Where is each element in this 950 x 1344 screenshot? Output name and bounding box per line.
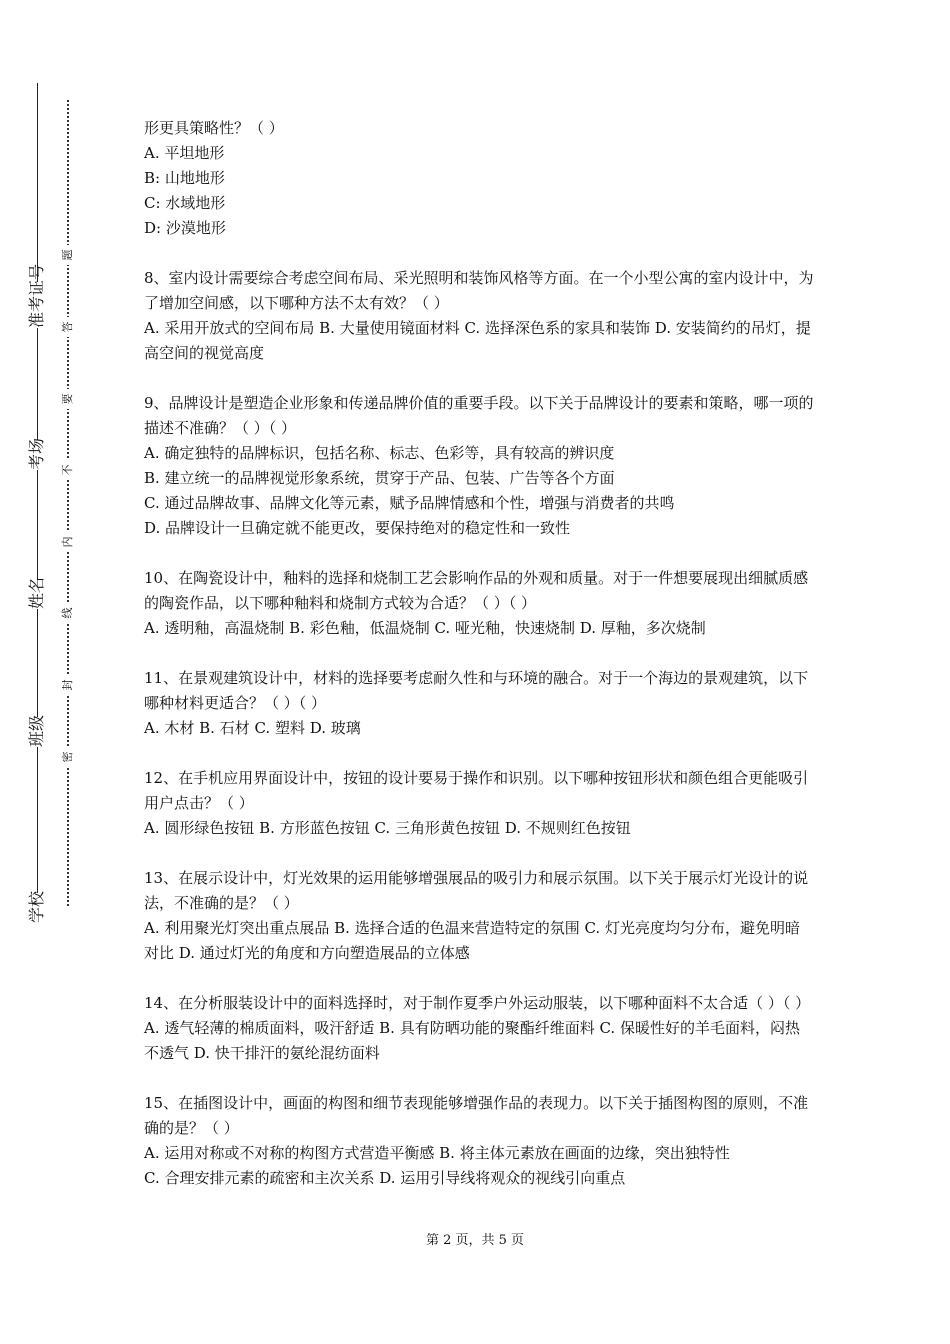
question-block <box>144 991 814 1066</box>
question-stem: 14、在分析服装设计中的面料选择时，对于制作夏季户外运动服装，以下哪种面料不太合适（ ）（ ） <box>144 994 811 1012</box>
question-block <box>144 391 814 541</box>
question-stem: 12、在手机应用界面设计中，按钮的设计要易于操作和识别。以下哪种按钮形状和颜色组合更能吸引用户点击？（ ） <box>144 769 809 812</box>
binding-margin <box>0 0 120 1344</box>
question-option: A. 采用开放式的空间布局 B. 大量使用镜面材料 C. 选择深色系的家具和装饰 D. 安装简约的吊灯，提高空间的视觉高度 <box>144 319 811 362</box>
question-option: B. 建立统一的品牌视觉形象系统，贯穿于产品、包装、广告等各个方面 <box>144 469 615 487</box>
field-school-label: 学校 <box>17 893 57 923</box>
question-stem: 13、在展示设计中，灯光效果的运用能够增强展品的吸引力和展示氛围。以下关于展示灯光设计的说法，不准确的是？（ ） <box>144 869 809 912</box>
question-stem: 9、品牌设计是塑造企业形象和传递品牌价值的重要手段。以下关于品牌设计的要素和策略，哪一项的描述不准确？（ ）（ ） <box>144 394 814 437</box>
question-option: B: 山地地形 <box>144 169 225 187</box>
question-content <box>144 116 814 1216</box>
question-stem: 15、在插图设计中，画面的构图和细节表现能够增强作品的表现力。以下关于插图构图的原则，不准确的是？（ ） <box>144 1094 809 1137</box>
seal-char: 要 <box>59 389 77 409</box>
question-option: D: 沙漠地形 <box>144 219 226 237</box>
seal-char: 密 <box>59 747 77 767</box>
seal-char: 线 <box>59 603 77 623</box>
question-option: D. 品牌设计一旦确定就不能更改，要保持绝对的稳定性和一致性 <box>144 519 571 537</box>
question-option: C: 水域地形 <box>144 194 226 212</box>
question-option: A. 木材 B. 石材 C. 塑料 D. 玻璃 <box>144 719 361 737</box>
question-stem: 形更具策略性？（ ） <box>144 119 284 137</box>
page-footer: 第 2 页，共 5 页 <box>425 1233 525 1248</box>
question-option: A. 透明釉，高温烧制 B. 彩色釉，低温烧制 C. 哑光釉，快速烧制 D. 厚釉，多次烧制 <box>144 619 706 637</box>
question-option: C. 通过品牌故事、品牌文化等元素，赋予品牌情感和个性，增强与消费者的共鸣 <box>144 494 675 512</box>
question-block <box>144 116 814 241</box>
question-block <box>144 766 814 841</box>
field-name-label: 姓名 <box>17 579 57 609</box>
seal-char: 题 <box>59 245 77 265</box>
binding-solid-line <box>37 83 38 923</box>
field-admission-ticket-label: 准考证号 <box>17 282 57 328</box>
field-exam-room-label: 考场 <box>17 440 57 470</box>
question-stem: 11、在景观建筑设计中，材料的选择要考虑耐久性和与环境的融合。对于一个海边的景观建筑，以下哪种材料更适合？（ ）（ ） <box>144 669 809 712</box>
seal-dotted-line <box>67 100 69 906</box>
question-stem: 10、在陶瓷设计中，釉料的选择和烧制工艺会影响作品的外观和质量。对于一件想要展现出细腻质感的陶瓷作品，以下哪种釉料和烧制方式较为合适？（ ）（ ） <box>144 569 809 612</box>
question-block <box>144 866 814 966</box>
question-block <box>144 666 814 741</box>
question-option: A. 圆形绿色按钮 B. 方形蓝色按钮 C. 三角形黄色按钮 D. 不规则红色按钮 <box>144 819 631 837</box>
seal-char: 不 <box>59 460 77 480</box>
seal-char: 答 <box>59 317 77 337</box>
question-option: A. 确定独特的品牌标识，包括名称、标志、色彩等，具有较高的辨识度 <box>144 444 615 462</box>
question-option: C. 合理安排元素的疏密和主次关系 D. 运用引导线将观众的视线引向重点 <box>144 1169 626 1187</box>
question-option: A. 利用聚光灯突出重点展品 B. 选择合适的色温来营造特定的氛围 C. 灯光亮度均匀分布，避免明暗对比 D. 通过灯光的角度和方向塑造展品的立体感 <box>144 919 800 962</box>
question-option: A. 运用对称或不对称的构图方式营造平衡感 B. 将主体元素放在画面的边缘，突出独特性 <box>144 1144 730 1162</box>
seal-char: 封 <box>59 675 77 695</box>
question-stem: 8、室内设计需要综合考虑空间布局、采光照明和装饰风格等方面。在一个小型公寓的室内设计中，为了增加空间感，以下哪种方法不太有效？（ ） <box>144 269 814 312</box>
field-class-label: 班级 <box>17 717 57 747</box>
question-option: A. 平坦地形 <box>144 144 225 162</box>
question-option: A. 透气轻薄的棉质面料，吸汗舒适 B. 具有防晒功能的聚酯纤维面料 C. 保暖性好的羊毛面料，闷热不透气 D. 快干排汗的氨纶混纺面料 <box>144 1019 800 1062</box>
question-block <box>144 266 814 366</box>
question-block <box>144 566 814 641</box>
seal-char: 内 <box>59 532 77 552</box>
question-block <box>144 1091 814 1191</box>
